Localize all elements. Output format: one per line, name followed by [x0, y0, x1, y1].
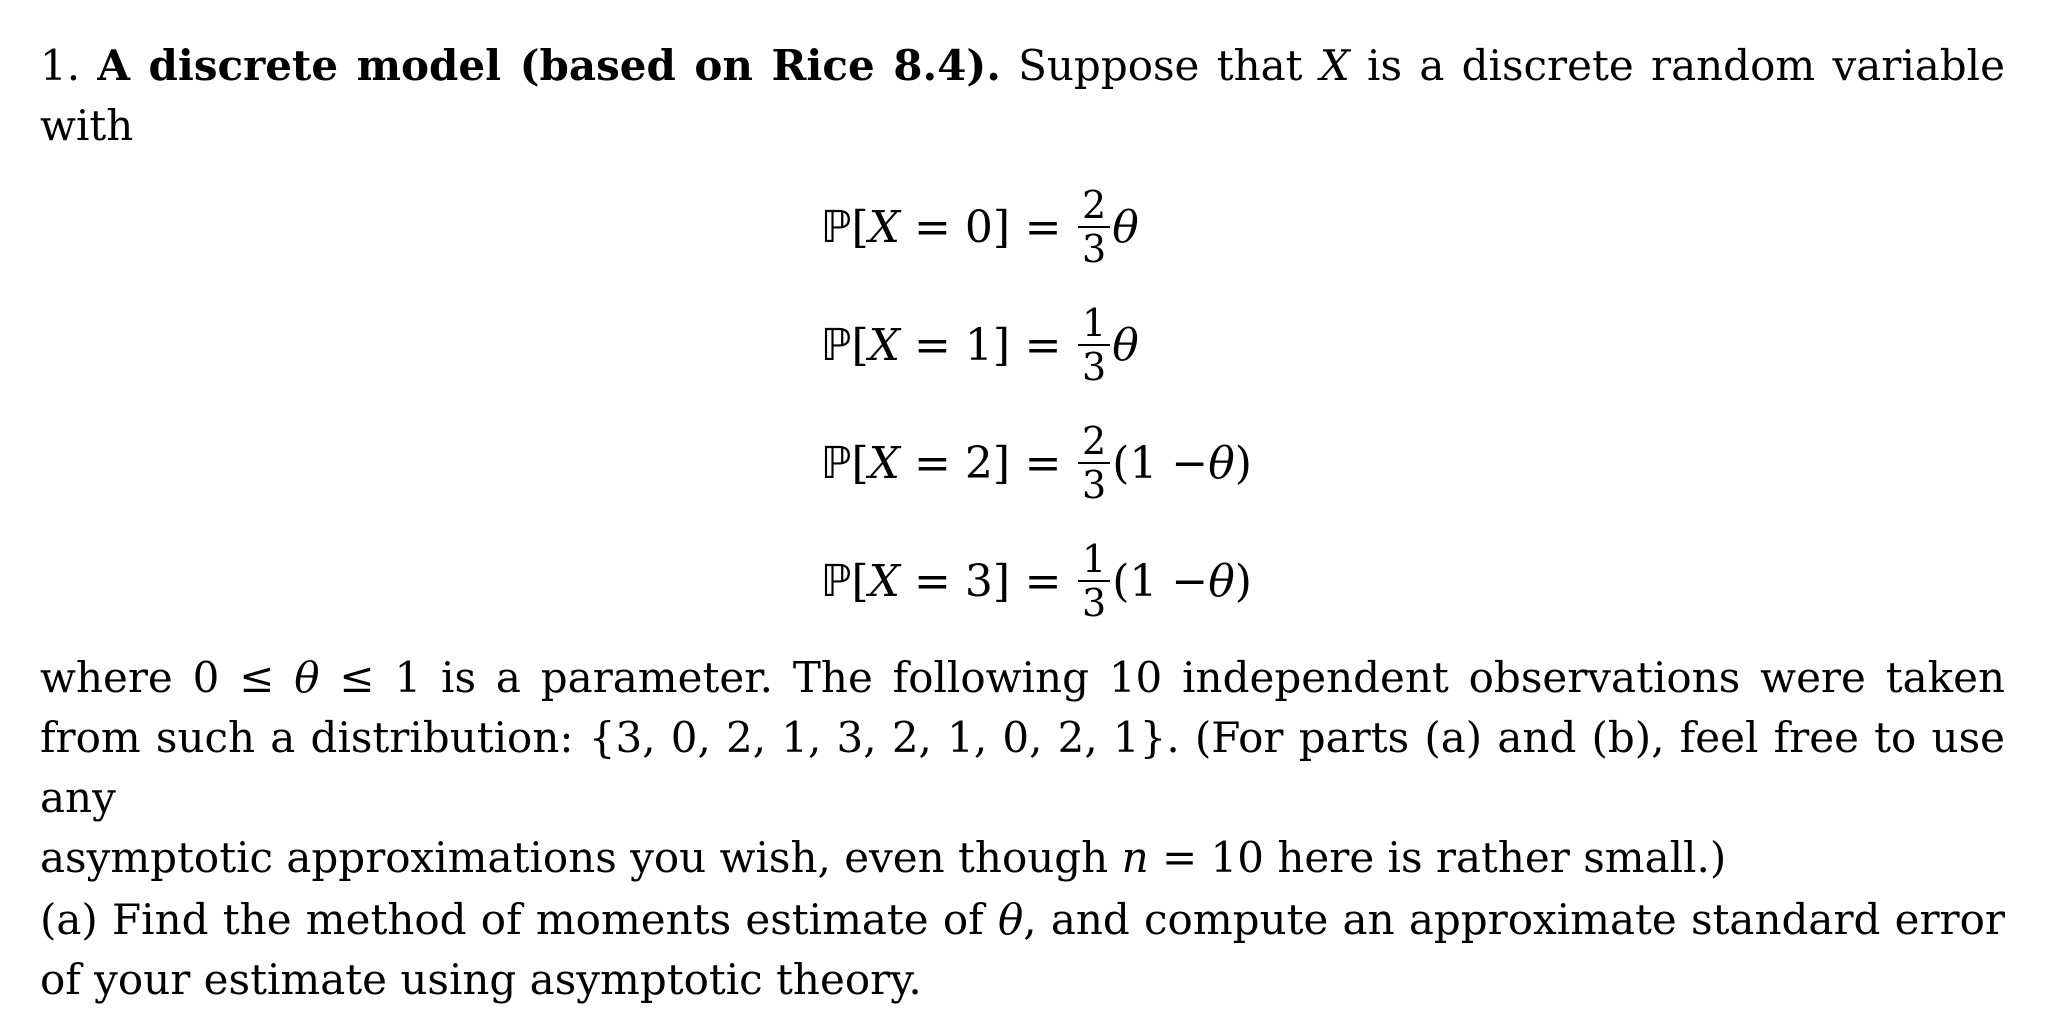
equation-tail-pre: (1 − [1112, 555, 1209, 607]
equation-lhs [800, 438, 1010, 489]
theta-symbol: θ [997, 895, 1024, 944]
problem-title: A discrete model (based on Rice 8.4). [97, 41, 1001, 90]
fraction-numerator: 2 [1078, 184, 1110, 228]
bracket-open: [ [851, 555, 869, 607]
equation-lhs [800, 556, 1010, 607]
fraction-denominator: 3 [1082, 463, 1107, 507]
bracket-open: [ [851, 319, 869, 371]
fraction-numerator: 1 [1078, 538, 1110, 582]
fraction [1078, 538, 1110, 624]
variable-x: X [868, 201, 900, 253]
theta-symbol: θ [1112, 319, 1139, 371]
prob-symbol: ℙ [820, 201, 852, 253]
equation-row [800, 404, 1252, 522]
bracket-open: [ [851, 201, 869, 253]
part-a [40, 890, 2005, 1010]
equation-lhs-rest: = 0] [900, 201, 1010, 253]
equation-row [800, 522, 1252, 640]
bracket-open: [ [851, 437, 869, 489]
equals-sign: = [1024, 555, 1062, 607]
where-text-a: where 0 ≤ [40, 653, 295, 702]
equation-lhs [800, 320, 1010, 371]
where-text-c: asymptotic approximations you wish, even though [40, 833, 1122, 882]
equals-sign: = [1024, 437, 1062, 489]
equation-lhs [800, 202, 1010, 253]
theta-symbol: θ [1208, 437, 1235, 489]
where-line-3 [40, 828, 2005, 888]
intro-text-b: is a discrete random variable [1367, 41, 2005, 90]
fraction-numerator: 2 [1078, 420, 1110, 464]
variable-x: X [868, 437, 900, 489]
fraction [1078, 302, 1110, 388]
equation-lhs-rest: = 2] [900, 437, 1010, 489]
theta-symbol: θ [1208, 555, 1235, 607]
problem-number: 1. [40, 41, 81, 90]
prob-symbol: ℙ [820, 319, 852, 371]
variable-x: X [868, 319, 900, 371]
prob-symbol: ℙ [820, 555, 852, 607]
fraction [1078, 184, 1110, 270]
parameter-paragraph [40, 648, 2005, 888]
equation-lhs-rest: = 1] [900, 319, 1010, 371]
equation-tail-post: ) [1234, 555, 1252, 607]
intro-line-1 [40, 36, 2005, 96]
where-text-b: ≤ 1 is a parameter. The following 10 independent observations were taken [319, 653, 2005, 702]
part-a-line-1 [40, 890, 2005, 950]
fraction-denominator: 3 [1082, 581, 1107, 625]
part-a-line-2: of your estimate using asymptotic theory. [40, 955, 922, 1004]
variable-x: X [1319, 41, 1350, 90]
fraction-denominator: 3 [1082, 345, 1107, 389]
intro-line-2: with [40, 101, 134, 150]
theta-symbol: θ [294, 653, 320, 702]
equals-sign: = [1024, 319, 1062, 371]
equation-tail-post: ) [1234, 437, 1252, 489]
part-a-text-b: , and compute an approximate standard error [1023, 895, 2005, 944]
variable-x: X [868, 555, 900, 607]
equation-row [800, 168, 1252, 286]
part-a-text-a: (a) Find the method of moments estimate of [40, 895, 998, 944]
equation-tail-pre: (1 − [1112, 437, 1209, 489]
prob-symbol: ℙ [820, 437, 852, 489]
equation-lhs-rest: = 3] [900, 555, 1010, 607]
probability-equations [800, 168, 1252, 640]
problem-intro [40, 36, 2005, 156]
intro-text-a: Suppose that [1018, 41, 1303, 90]
where-line-2: from such a distribution: {3, 0, 2, 1, 3, 2, 1, 0, 2, 1}. (For parts (a) and (b), feel free to use any [40, 713, 2005, 822]
fraction [1078, 420, 1110, 506]
variable-n: n [1121, 833, 1149, 882]
fraction-denominator: 3 [1082, 227, 1107, 271]
where-text-d: = 10 here is rather small.) [1148, 833, 1727, 882]
where-line-1 [40, 648, 2005, 708]
theta-symbol: θ [1112, 201, 1139, 253]
fraction-numerator: 1 [1078, 302, 1110, 346]
equals-sign: = [1024, 201, 1062, 253]
equation-row [800, 286, 1252, 404]
